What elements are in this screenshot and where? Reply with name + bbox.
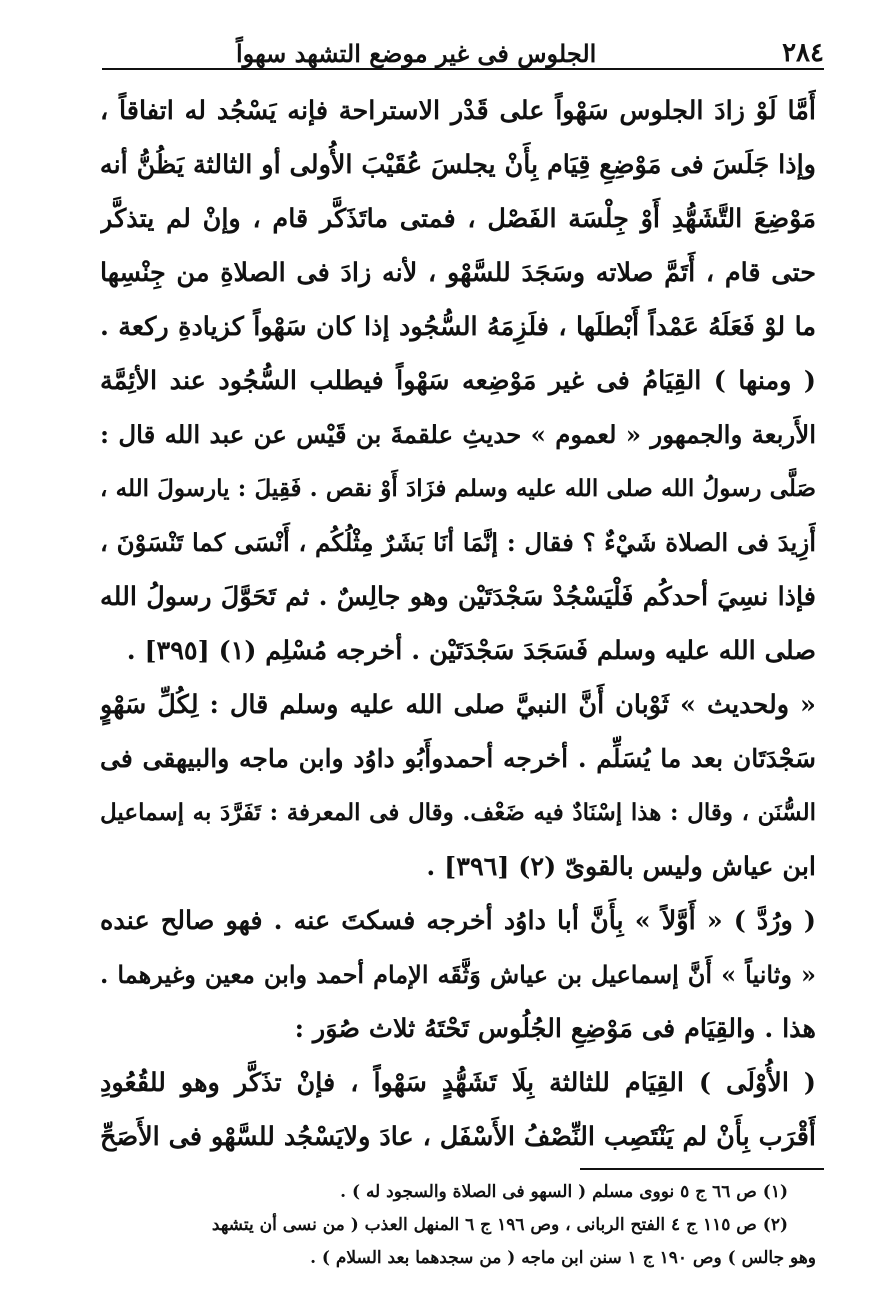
body-line: حتى قام ، أَتَمَّ صلاته وسَجَدَ للسَّهْو ، لأنه زادَ فى الصلاةِ من جِنْسِها [100,258,816,288]
body-line: وإذا جَلَسَ فى مَوْضِعِ قِيَام بِأَنْ يجلسَ عُقَيْبَ الأُولى أو الثالثة يَظُنُّ أنه [100,150,816,180]
body-line: سَجْدَتَان بعد ما يُسَلِّم . أخرجه أحمدوأَبُو داوُد وابن ماجه والبيهقى فى [100,744,816,773]
body-line: صلى الله عليه وسلم فَسَجَدَ سَجْدَتَيْن . أخرجه مُسْلِم (١) [٣٩٥] . [126,636,816,666]
footnote-1: (١) ص ٦٦ ج ٥ نووى مسلم ( السهو فى الصلاة والسجود له ) . [340,1182,788,1202]
body-line: هذا . والقِيَام فى مَوْضِعِ الجُلُوس تَحْتَهُ ثلاث صُوَر : [294,1014,816,1044]
body-line: ابن عياش وليس بالقوىّ (٢) [٣٩٦] . [426,852,816,882]
body-line: مَوْضِعَ التَّشَهُّدِ أَوْ جِلْسَة الفَصْل ، فمتى ماتَذَكَّر قام ، وإنْ لم يتذكَّر [100,204,816,234]
body-text [100,84,816,1164]
body-line: أَقْرَب بِأَنْ لم يَنْتَصِب النِّصْفُ الأَسْفَل ، عادَ ولايَسْجُد للسَّهْو فى الأَصَحِّ [100,1122,816,1152]
footnotes [100,1176,816,1275]
body-line: أَمَّا لَوْ زادَ الجلوس سَهْواً على قَدْر الاستراحة فإنه يَسْجُد له اتفاقاً ، [100,96,816,126]
body-line: ( الأُوْلَى ) القِيَام للثالثة بِلَا تَشَهُّدٍ سَهْواً ، فإنْ تذَكَّر وهو للقُعُودِ [100,1068,816,1098]
page-header [96,22,826,68]
footnote-2-continued: وهو جالس ) وص ١٩٠ ج ١ سنن ابن ماجه ( من سجدهما بعد السلام ) . [310,1248,816,1268]
body-line: صَلَّى رسولُ الله صلى الله عليه وسلم فزَادَ أَوْ نقص . فَقِيلَ : يارسولَ الله ، [100,475,816,502]
footnote-divider [580,1168,824,1170]
body-line: أَزِيدَ فى الصلاة شَيْءٌ ؟ فقال : إنَّمَا أنَا بَشَرٌ مِثْلُكُم ، أَنْسَى كما تَنْسَوْنَ ، [100,528,816,557]
body-line: السُّنَن ، وقال : هذا إسْنَادٌ فيه ضَعْف. وقال فى المعرفة : تَفَرَّدَ به إسماعيل [100,799,816,826]
body-line: ( ومنها ) القِيَامُ فى غير مَوْضِعه سَهْواً فيطلب السُّجُود عند الأئِمَّة [100,366,816,396]
page-number: ٢٨٤ [782,38,824,68]
body-line: ( ورُدَّ ) « أَوَّلاً » بِأَنَّ أبا داوُد أخرجه فسكتَ عنه . فهو صالح عنده [100,906,816,936]
footnote-2: (٢) ص ١١٥ ج ٤ الفتح الربانى ، وص ١٩٦ ج ٦ المنهل العذب ( من نسى أن يتشهد [211,1215,788,1235]
body-line: ما لوْ فَعَلَهُ عَمْداً أَبْطلَها ، فلَزِمَهُ السُّجُود إذا كان سَهْواً كزيادةِ ركعة . [100,312,816,342]
body-line: « ولحديث » ثَوْبان أَنَّ النبيَّ صلى الله عليه وسلم قال : لِكُلِّ سَهْوٍ [100,690,816,720]
running-title: الجلوس فى غير موضع التشهد سهواً [236,39,597,68]
body-line: الأَربعة والجمهور « لعموم » حديثِ علقمةَ بن قَيْس عن عبد الله قال : [100,420,816,449]
body-line: « وثانياً » أَنَّ إسماعيل بن عياش وَثَّقَه الإمام أحمد وابن معين وغيرهما . [100,960,816,989]
header-divider [102,68,824,70]
body-line: فإذا نسِيَ أحدكُم فَلْيَسْجُدْ سَجْدَتَيْن وهو جالِسٌ . ثم تَحَوَّلَ رسولُ الله [100,582,816,612]
